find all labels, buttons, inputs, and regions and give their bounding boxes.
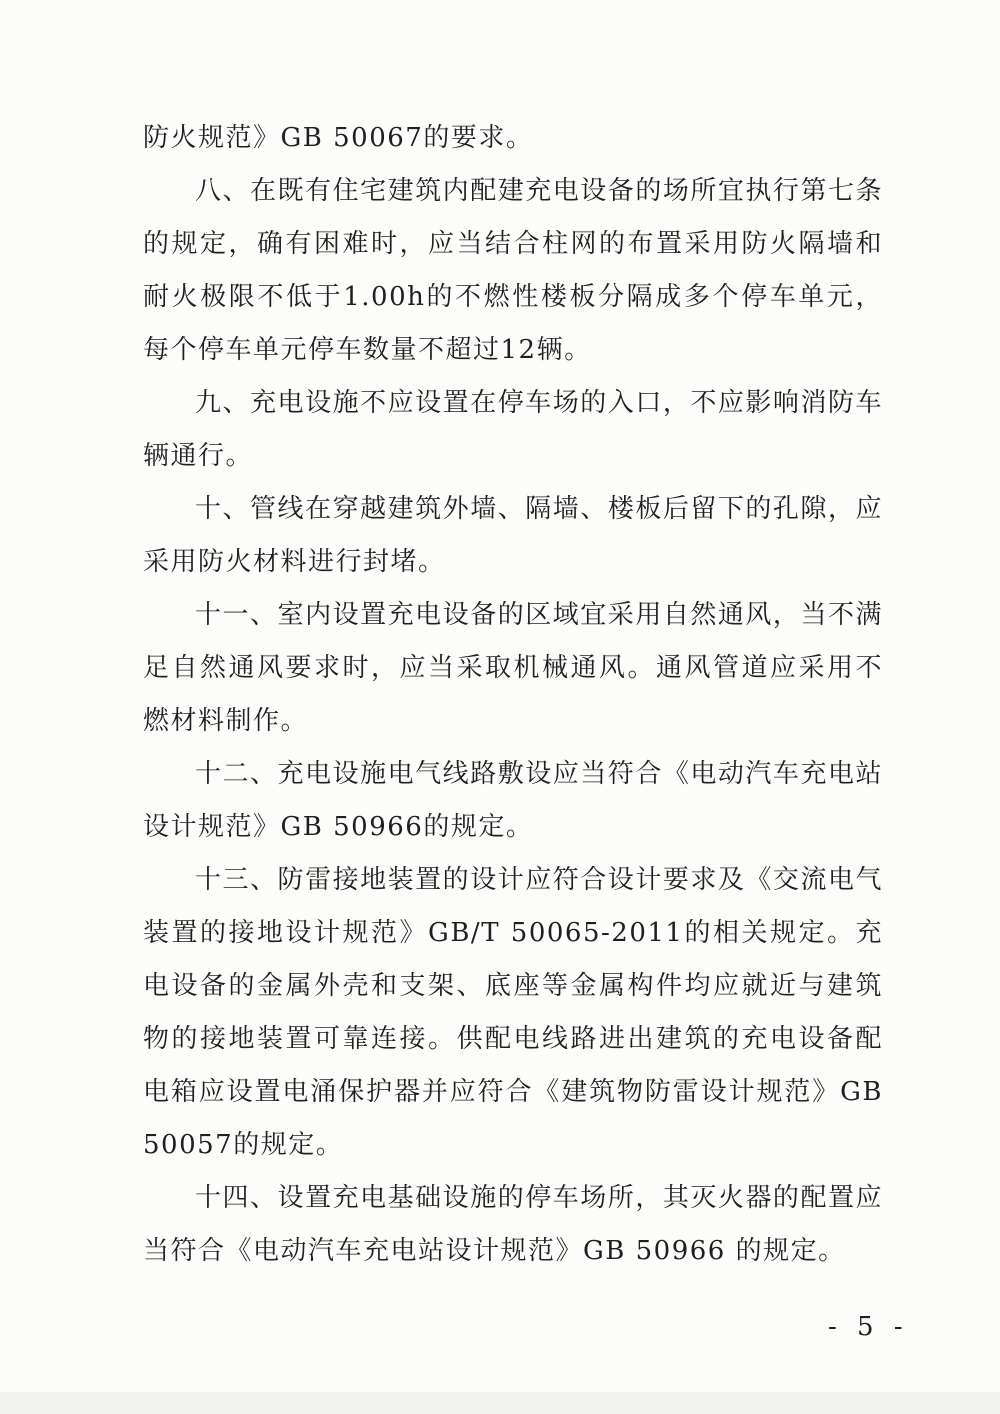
paragraph-continuation: 防火规范》GB 50067的要求。: [143, 123, 534, 153]
scan-edge: [0, 1392, 1000, 1414]
document-body: [143, 112, 883, 1278]
paragraph-9: 九、充电设施不应设置在停车场的入口，不应影响消防车辆通行。: [143, 388, 883, 471]
paragraph-8: 八、在既有住宅建筑内配建充电设备的场所宜执行第七条的规定，确有困难时，应当结合柱网的布置采用防火隔墙和耐火极限不低于1.00h的不燃性楼板分隔成多个停车单元，每个停车单元停车数量不超过12辆。: [143, 176, 883, 365]
paragraph-13: 十三、防雷接地装置的设计应符合设计要求及《交流电气装置的接地设计规范》GB/T 50065-2011的相关规定。充电设备的金属外壳和支架、底座等金属构件均应就近与建筑物的接地装置可靠连接。供配电线路进出建筑的充电设备配电箱应设置电涌保护器并应符合《建筑物防雷设计规范》GB 50057的规定。: [143, 865, 883, 1160]
paragraph-12: 十二、充电设施电气线路敷设应当符合《电动汽车充电站设计规范》GB 50966的规定。: [143, 759, 883, 842]
paragraph-11: 十一、室内设置充电设备的区域宜采用自然通风，当不满足自然通风要求时，应当采取机械通风。通风管道应采用不燃材料制作。: [143, 600, 883, 736]
page-number: - 5 -: [828, 1312, 909, 1342]
paragraph-14: 十四、设置充电基础设施的停车场所，其灭火器的配置应当符合《电动汽车充电站设计规范》GB 50966 的规定。: [143, 1183, 883, 1266]
paragraph-10: 十、管线在穿越建筑外墙、隔墙、楼板后留下的孔隙，应采用防火材料进行封堵。: [143, 494, 883, 577]
